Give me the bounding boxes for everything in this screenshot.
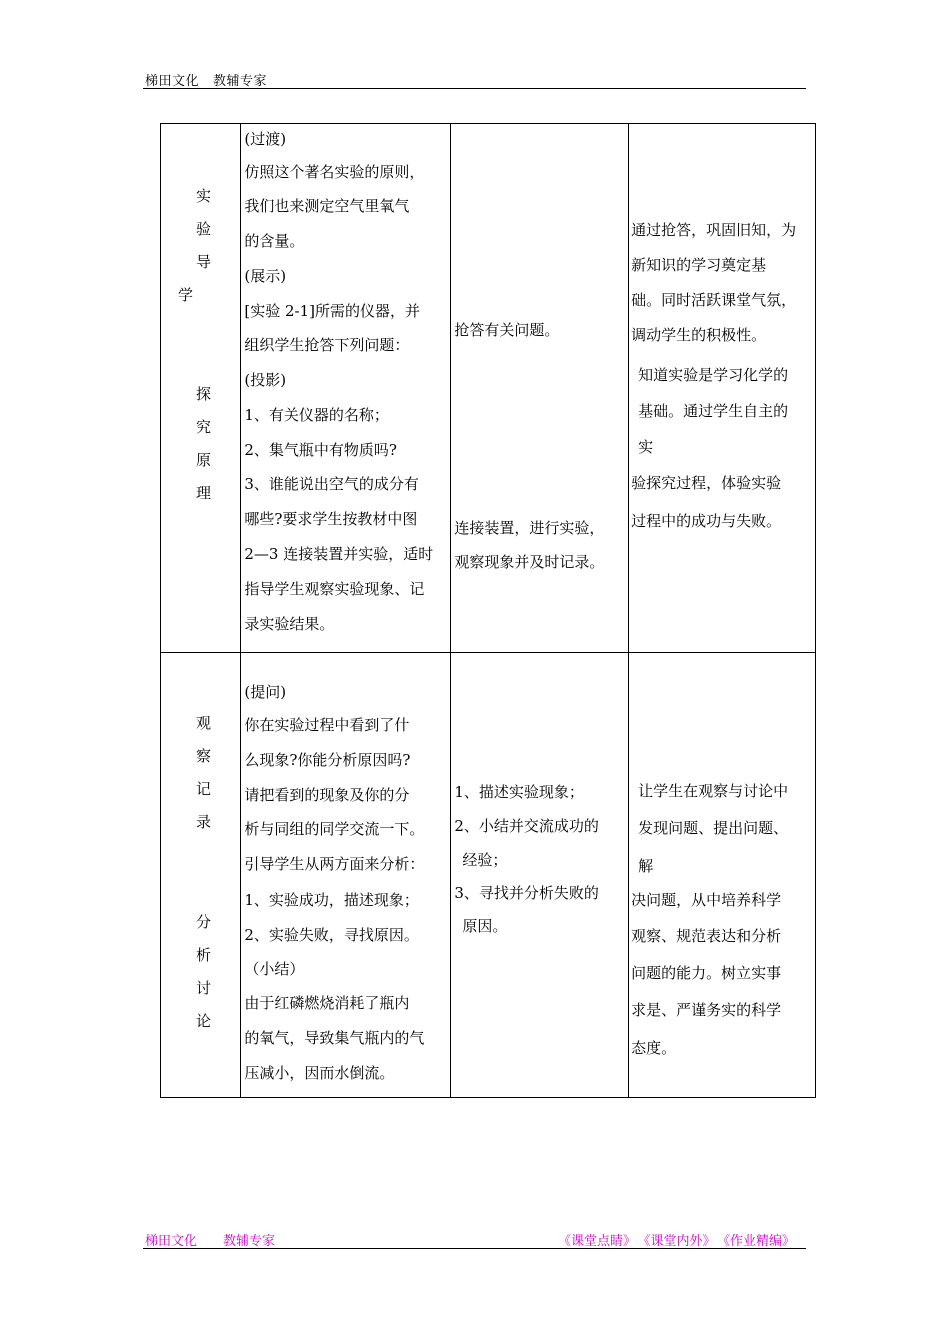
text-line: 让学生在观察与讨论中: [638, 782, 789, 800]
header-subtitle: 教辅专家: [213, 74, 268, 89]
footer-link-classroom-highlights[interactable]: 《课堂点睛》: [557, 1234, 636, 1249]
text-line: 观察现象并及时记录。: [454, 553, 605, 571]
page-header: [145, 70, 267, 89]
footer-link-homework-selection[interactable]: 《作业精编》: [723, 1234, 795, 1249]
text-line: 1、有关仪器的名称；: [244, 406, 389, 424]
text-line: 录实验结果。: [244, 615, 335, 633]
text-line: 调动学生的积极性。: [631, 326, 767, 344]
text-line: 我们也来测定空气里氧气: [244, 197, 410, 215]
text-line: 抢答有关问题。: [454, 321, 560, 339]
text-line: (提问): [244, 683, 287, 701]
text-line: 新知识的学习奠定基: [631, 256, 767, 274]
section-label-analysis-discussion: 分 析 讨 论: [196, 913, 212, 1030]
design-intent-cell: [629, 124, 816, 653]
text-line: 通过抢答，巩固旧知，为: [631, 221, 797, 239]
footer-divider: [143, 1248, 806, 1249]
student-activity-cell: [451, 653, 629, 1098]
text-line: 2—3 连接装置并实验，适时: [244, 545, 434, 563]
page-footer-brand: [145, 1230, 275, 1249]
text-line: (投影): [244, 371, 287, 389]
text-line: 解: [638, 857, 654, 875]
text-line: 过程中的成功与失败。: [631, 512, 782, 530]
table-row: [161, 124, 816, 653]
text-line: 由于红磷燃烧消耗了瓶内: [244, 994, 410, 1012]
text-line: 经验；: [462, 851, 508, 869]
text-line: 观察、规范表达和分析: [631, 927, 782, 945]
text-line: 哪些?要求学生按教材中图: [244, 510, 418, 528]
section-label-cell: [161, 653, 241, 1098]
text-line: 1、实验成功，描述现象；: [244, 891, 419, 909]
section-label-guided-learning: 实 验 导 学: [178, 187, 212, 304]
text-line: 3、谁能说出空气的成分有: [244, 475, 419, 493]
lesson-table: [160, 123, 816, 1098]
text-line: 发现问题、提出问题、: [638, 819, 789, 837]
text-line: [实验 2-1]所需的仪器，并: [244, 302, 420, 320]
footer-brand: 梯田文化: [145, 1234, 198, 1249]
section-label-cell: [161, 124, 241, 653]
text-line: 请把看到的现象及你的分: [244, 786, 410, 804]
text-line: 2、集气瓶中有物质吗?: [244, 441, 397, 459]
header-divider: [143, 88, 806, 89]
student-activity-cell: [451, 124, 629, 653]
text-line: 知道实验是学习化学的: [638, 366, 789, 384]
text-line: 态度。: [631, 1039, 677, 1057]
text-line: 析与同组的同学交流一下。: [244, 820, 425, 838]
text-line: 1、描述实验现象；: [454, 783, 584, 801]
footer-subtitle: 教辅专家: [223, 1234, 276, 1249]
text-line: （小结）: [244, 960, 305, 978]
text-line: 验探究过程，体验实验: [631, 474, 782, 492]
text-line: 础。同时活跃课堂气氛，: [631, 291, 797, 309]
text-line: 决问题，从中培养科学: [631, 891, 782, 909]
design-intent-cell: [629, 653, 816, 1098]
text-line: 你在实验过程中看到了什: [244, 716, 410, 734]
footer-link-classroom-inside-outside[interactable]: 《课堂内外》: [643, 1234, 716, 1249]
text-line: 3、寻找并分析失败的: [454, 884, 599, 902]
text-line: (过渡): [244, 130, 287, 148]
teacher-activity-cell: [241, 124, 451, 653]
teacher-activity-cell: [241, 653, 451, 1098]
section-label-observe-record: 观 察 记 录: [196, 714, 212, 831]
header-brand: 梯田文化: [145, 74, 200, 89]
text-line: 2、小结并交流成功的: [454, 817, 599, 835]
text-line: 问题的能力。树立实事: [631, 964, 782, 982]
text-line: 原因。: [462, 917, 508, 935]
text-line: 引导学生从两方面来分析：: [244, 855, 425, 873]
text-line: 连接装置，进行实验，: [454, 519, 605, 537]
text-line: 么现象?你能分析原因吗?: [244, 751, 411, 769]
section-label-explore-principle: 探 究 原 理: [196, 385, 212, 502]
footer-links: [550, 1230, 795, 1249]
text-line: 2、实验失败，寻找原因。: [244, 926, 419, 944]
text-line: 求是、严谨务实的科学: [631, 1001, 782, 1019]
text-line: 实: [638, 438, 654, 456]
text-line: 的氧气，导致集气瓶内的气: [244, 1029, 425, 1047]
text-line: 组织学生抢答下列问题：: [244, 336, 410, 354]
text-line: (展示): [244, 267, 287, 285]
text-line: 的含量。: [244, 232, 305, 250]
table-row: [161, 653, 816, 1098]
text-line: 基础。通过学生自主的: [638, 402, 789, 420]
text-line: 仿照这个著名实验的原则，: [244, 163, 425, 181]
text-line: 压减小，因而水倒流。: [244, 1064, 395, 1082]
text-line: 指导学生观察实验现象、记: [244, 580, 425, 598]
